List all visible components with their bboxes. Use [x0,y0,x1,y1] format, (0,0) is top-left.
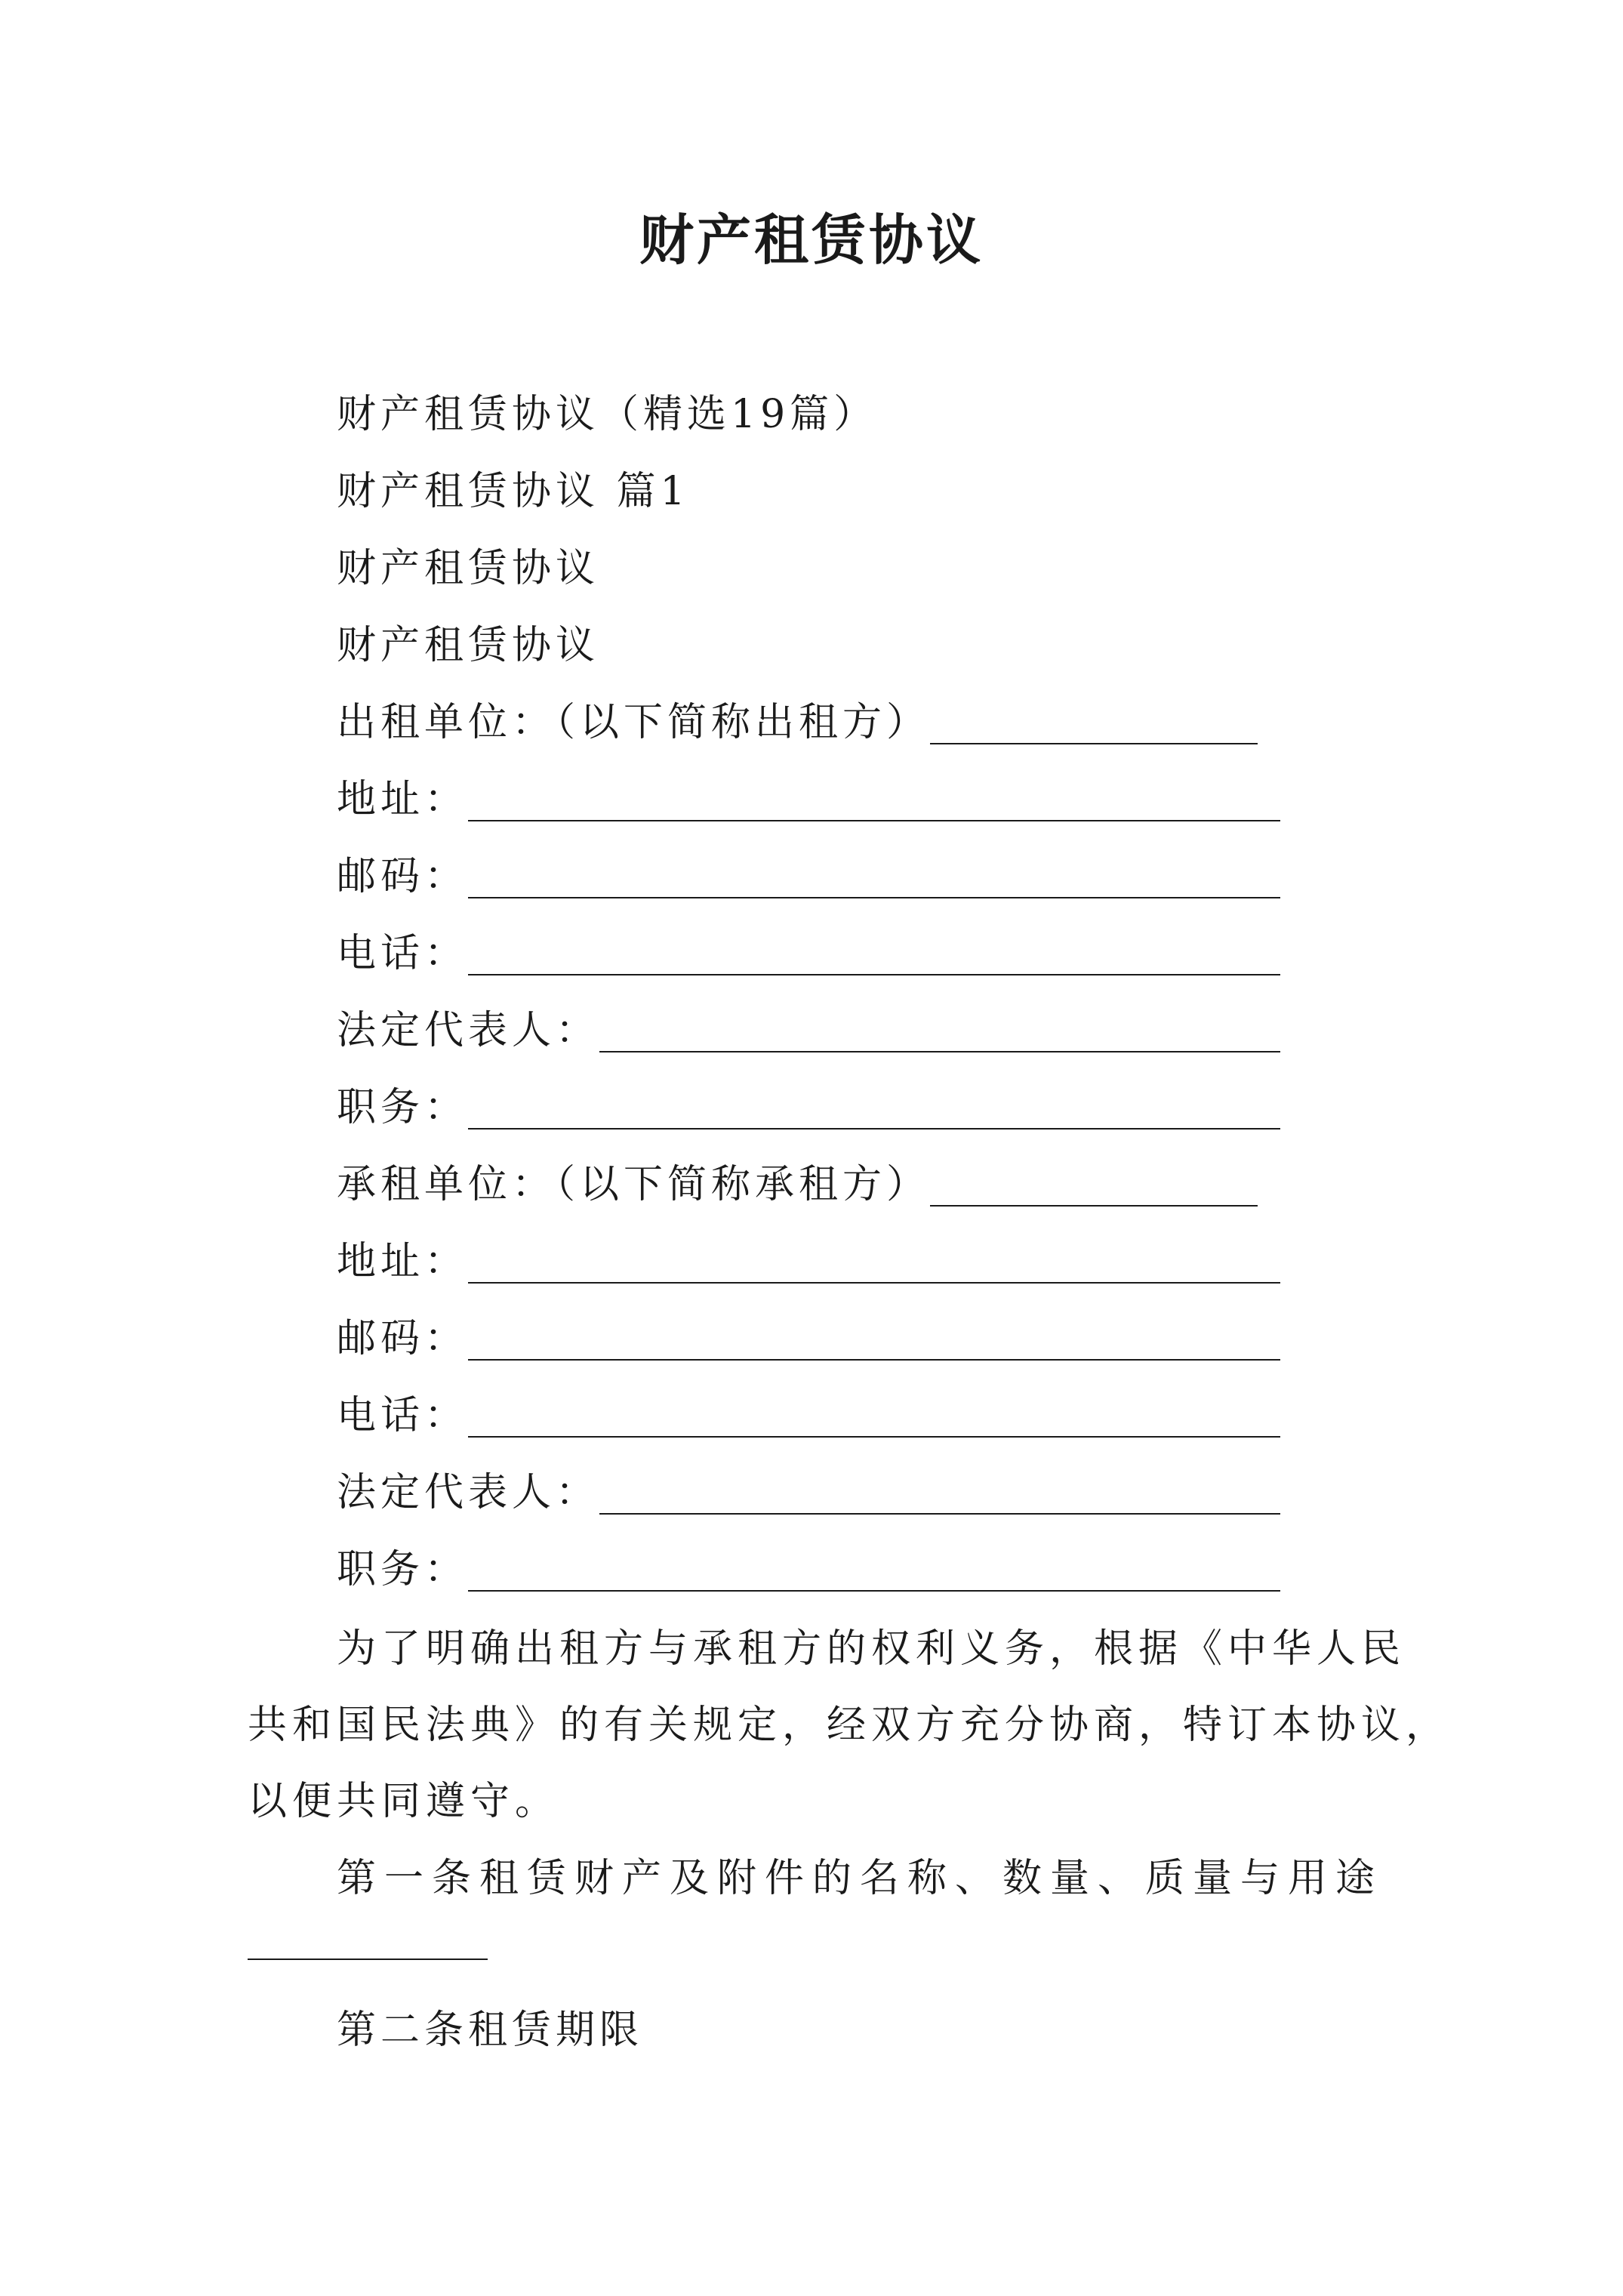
lessor-address-label: 地址： [337,777,469,822]
article-1-text: 第一条租赁财产及附件的名称、数量、质量与用途 [337,1856,1384,1901]
footnote-rule [248,1959,488,1960]
document-subtitle: 财产租赁协议（精选19篇） [337,392,878,437]
lessee-position-label: 职务： [337,1547,469,1592]
lessor-name-blank[interactable] [930,743,1258,744]
lessee-address-blank[interactable] [468,1282,1280,1284]
lessor-legal-rep-label: 法定代表人： [337,1008,600,1053]
lessor-label: 出租单位：（以下简称出租方） [337,700,931,745]
section-heading: 财产租赁协议 篇1 [337,469,690,514]
lessee-legal-rep-label: 法定代表人： [337,1470,600,1515]
lessee-position-blank[interactable] [468,1590,1280,1592]
lessor-postcode-label: 邮码： [337,854,469,899]
lessor-legal-rep-blank[interactable] [599,1051,1280,1052]
intro-line: 为了明确出租方与承租方的权利义务，根据《中华人民 [337,1626,1406,1672]
lessor-position-blank[interactable] [468,1128,1280,1130]
lessee-address-label: 地址： [337,1239,469,1284]
lessor-position-label: 职务： [337,1085,469,1130]
article-1 [248,1841,1391,1917]
lessor-postcode-blank[interactable] [468,897,1280,898]
intro-paragraph [248,1611,1451,1840]
lessee-name-blank[interactable] [930,1205,1258,1207]
lessee-postcode-label: 邮码： [337,1316,469,1361]
lessee-label: 承租单位：（以下简称承租方） [337,1162,931,1207]
intro-line: 以便共同遵守。 [248,1779,560,1824]
lessee-phone-label: 电话： [337,1393,469,1438]
lessor-phone-label: 电话： [337,931,469,976]
lessor-address-blank[interactable] [468,820,1280,821]
article-2: 第二条租赁期限 [337,2008,644,2053]
repeat-title: 财产租赁协议 [337,623,600,668]
document-title: 财产租赁协议 [639,208,984,272]
lessee-postcode-blank[interactable] [468,1359,1280,1361]
repeat-title: 财产租赁协议 [337,546,600,591]
lessee-phone-blank[interactable] [468,1436,1280,1438]
intro-line: 共和国民法典》的有关规定，经双方充分协商，特订本协议， [248,1703,1451,1748]
lessee-legal-rep-blank[interactable] [599,1513,1280,1515]
lessor-phone-blank[interactable] [468,974,1280,975]
